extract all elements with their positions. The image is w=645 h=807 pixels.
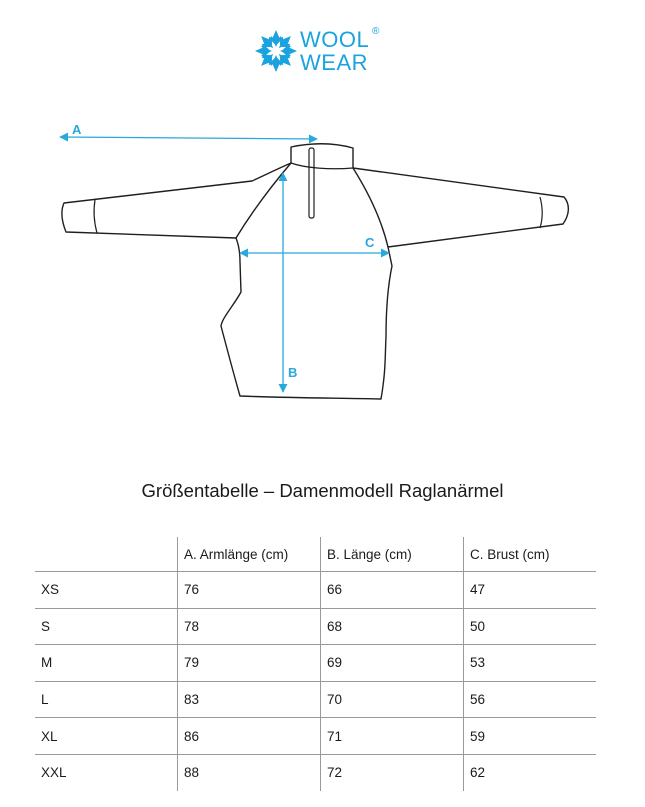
table-row [35,754,596,790]
table-row [35,681,596,718]
table-row [35,572,596,609]
zipper [309,148,314,218]
right-cuff [540,197,542,228]
page-title: Größentabelle – Damenmodell Raglanärmel [141,480,504,501]
size-cell: XS [35,572,178,609]
label-b: B [288,365,298,380]
chest-cell: 56 [464,681,597,718]
header-arm-length: A. Armlänge (cm) [178,537,321,572]
chest-cell: 62 [464,754,597,790]
size-table [35,537,596,791]
chest-cell: 47 [464,572,597,609]
table-row [35,718,596,755]
size-cell: XL [35,718,178,755]
arm-length-cell: 88 [178,754,321,790]
garment-diagram [0,110,645,410]
length-cell: 71 [321,718,464,755]
table-header-row [35,537,596,572]
label-a: A [72,122,82,137]
header-chest: C. Brust (cm) [464,537,597,572]
size-cell: S [35,608,178,645]
left-cuff [94,200,97,233]
table-row [35,645,596,682]
label-c: C [365,235,375,250]
header-size [35,537,178,572]
chest-cell: 53 [464,645,597,682]
arm-length-cell: 78 [178,608,321,645]
woolwear-logo [254,26,394,78]
arrow-a [60,137,317,139]
length-cell: 68 [321,608,464,645]
header-length: B. Länge (cm) [321,537,464,572]
snowflake-icon [254,28,298,74]
size-cell: L [35,681,178,718]
chest-cell: 50 [464,608,597,645]
arm-length-cell: 79 [178,645,321,682]
length-cell: 66 [321,572,464,609]
length-cell: 69 [321,645,464,682]
registered-mark: ® [372,26,380,37]
size-cell: M [35,645,178,682]
collar-line [291,163,353,169]
arm-length-cell: 83 [178,681,321,718]
chest-cell: 59 [464,718,597,755]
arm-length-cell: 76 [178,572,321,609]
arm-length-cell: 86 [178,718,321,755]
sweater-outline [62,144,569,399]
length-cell: 72 [321,754,464,790]
logo-word-wool: WOOL [300,27,370,52]
length-cell: 70 [321,681,464,718]
table-row [35,608,596,645]
size-cell: XXL [41,765,67,781]
logo-word-wear: WEAR [300,50,368,75]
